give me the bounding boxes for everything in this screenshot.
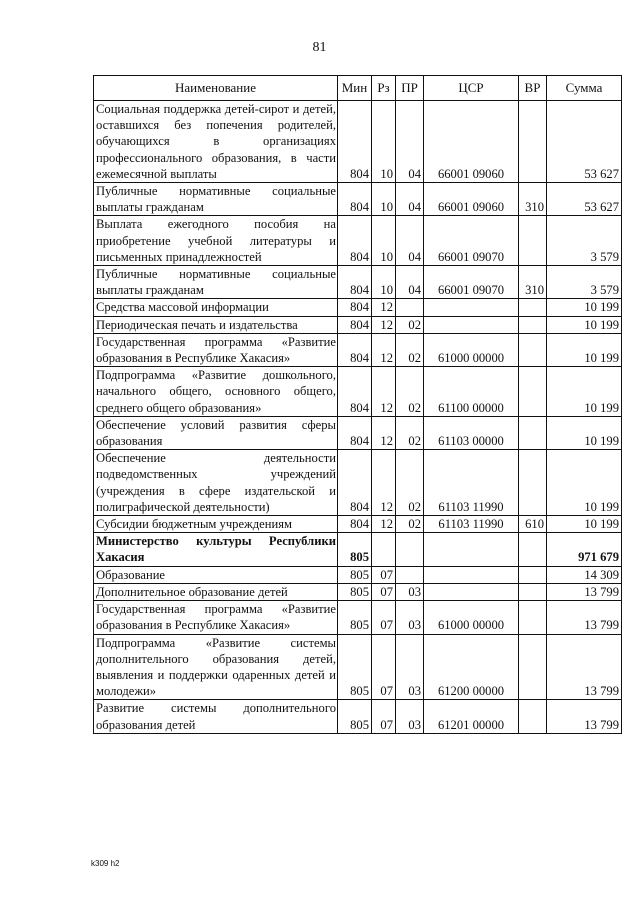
header-name: Наименование bbox=[94, 76, 338, 101]
cell-sum: 53 627 bbox=[547, 101, 622, 183]
cell-csr: 66001 09060 bbox=[424, 183, 519, 216]
cell-vr: 610 bbox=[519, 516, 547, 533]
budget-table bbox=[93, 75, 622, 734]
cell-csr bbox=[424, 316, 519, 333]
cell-csr bbox=[424, 583, 519, 600]
cell-pr: 04 bbox=[396, 266, 424, 299]
cell-min: 805 bbox=[338, 601, 372, 634]
cell-name: Государственная программа «Развитие образования в Республике Хакасия» bbox=[94, 601, 338, 634]
table-row bbox=[94, 183, 622, 216]
cell-vr bbox=[519, 450, 547, 516]
cell-csr: 66001 09070 bbox=[424, 216, 519, 266]
cell-csr bbox=[424, 299, 519, 316]
cell-min: 804 bbox=[338, 216, 372, 266]
cell-sum: 53 627 bbox=[547, 183, 622, 216]
cell-rz: 12 bbox=[372, 299, 396, 316]
cell-pr: 02 bbox=[396, 367, 424, 417]
table-row bbox=[94, 700, 622, 733]
cell-vr bbox=[519, 583, 547, 600]
cell-sum: 13 799 bbox=[547, 700, 622, 733]
cell-pr: 03 bbox=[396, 700, 424, 733]
cell-vr bbox=[519, 601, 547, 634]
cell-vr bbox=[519, 700, 547, 733]
cell-name: Государственная программа «Развитие образования в Республике Хакасия» bbox=[94, 333, 338, 366]
table-row bbox=[94, 634, 622, 700]
cell-min: 804 bbox=[338, 333, 372, 366]
cell-rz: 12 bbox=[372, 367, 396, 417]
cell-rz: 10 bbox=[372, 216, 396, 266]
cell-sum: 10 199 bbox=[547, 450, 622, 516]
cell-sum: 971 679 bbox=[547, 533, 622, 566]
cell-rz: 10 bbox=[372, 183, 396, 216]
table-row bbox=[94, 299, 622, 316]
cell-min: 805 bbox=[338, 583, 372, 600]
cell-vr bbox=[519, 299, 547, 316]
cell-name: Периодическая печать и издательства bbox=[94, 316, 338, 333]
cell-name: Образование bbox=[94, 566, 338, 583]
cell-rz: 12 bbox=[372, 450, 396, 516]
cell-vr bbox=[519, 101, 547, 183]
cell-pr: 03 bbox=[396, 601, 424, 634]
cell-rz: 12 bbox=[372, 416, 396, 449]
cell-name: Подпрограмма «Развитие системы дополнительного образования детей, выявления и поддержки одаренных детей и молодежи» bbox=[94, 634, 338, 700]
cell-min: 804 bbox=[338, 367, 372, 417]
cell-rz bbox=[372, 533, 396, 566]
cell-sum: 10 199 bbox=[547, 333, 622, 366]
cell-csr bbox=[424, 566, 519, 583]
table-row bbox=[94, 266, 622, 299]
cell-sum: 10 199 bbox=[547, 316, 622, 333]
table-row bbox=[94, 516, 622, 533]
cell-sum: 13 799 bbox=[547, 583, 622, 600]
cell-pr: 04 bbox=[396, 101, 424, 183]
table-row bbox=[94, 316, 622, 333]
cell-rz: 07 bbox=[372, 601, 396, 634]
cell-name: Субсидии бюджетным учреждениям bbox=[94, 516, 338, 533]
cell-name: Дополнительное образование детей bbox=[94, 583, 338, 600]
cell-rz: 12 bbox=[372, 516, 396, 533]
cell-csr: 61201 00000 bbox=[424, 700, 519, 733]
cell-name: Публичные нормативные социальные выплаты гражданам bbox=[94, 183, 338, 216]
cell-csr: 66001 09060 bbox=[424, 101, 519, 183]
cell-csr: 66001 09070 bbox=[424, 266, 519, 299]
cell-csr: 61103 11990 bbox=[424, 516, 519, 533]
header-rz: Рз bbox=[372, 76, 396, 101]
cell-pr: 02 bbox=[396, 516, 424, 533]
cell-csr: 61200 00000 bbox=[424, 634, 519, 700]
cell-rz: 07 bbox=[372, 566, 396, 583]
cell-name: Публичные нормативные социальные выплаты гражданам bbox=[94, 266, 338, 299]
cell-min: 804 bbox=[338, 416, 372, 449]
cell-sum: 10 199 bbox=[547, 516, 622, 533]
cell-vr bbox=[519, 533, 547, 566]
cell-sum: 14 309 bbox=[547, 566, 622, 583]
cell-rz: 10 bbox=[372, 101, 396, 183]
cell-pr: 02 bbox=[396, 333, 424, 366]
cell-sum: 13 799 bbox=[547, 601, 622, 634]
cell-csr: 61103 11990 bbox=[424, 450, 519, 516]
cell-name: Подпрограмма «Развитие дошкольного, начального общего, основного общего, среднего общего образования» bbox=[94, 367, 338, 417]
cell-vr: 310 bbox=[519, 266, 547, 299]
cell-min: 804 bbox=[338, 316, 372, 333]
cell-name: Обеспечение деятельности подведомственных учреждений (учреждения в сфере издательской и полиграфической деятельности) bbox=[94, 450, 338, 516]
cell-sum: 10 199 bbox=[547, 367, 622, 417]
header-vr: ВР bbox=[519, 76, 547, 101]
table-row bbox=[94, 416, 622, 449]
cell-rz: 07 bbox=[372, 583, 396, 600]
table-row bbox=[94, 533, 622, 566]
cell-pr: 02 bbox=[396, 450, 424, 516]
table-row bbox=[94, 450, 622, 516]
cell-min: 805 bbox=[338, 700, 372, 733]
table-row bbox=[94, 367, 622, 417]
table-header-row bbox=[94, 76, 622, 101]
cell-name: Выплата ежегодного пособия на приобретение учебной литературы и письменных принадлежностей bbox=[94, 216, 338, 266]
cell-csr: 61103 00000 bbox=[424, 416, 519, 449]
table-row bbox=[94, 566, 622, 583]
table-row bbox=[94, 216, 622, 266]
cell-min: 804 bbox=[338, 101, 372, 183]
cell-csr bbox=[424, 533, 519, 566]
cell-csr: 61000 00000 bbox=[424, 333, 519, 366]
cell-name: Министерство культуры Республики Хакасия bbox=[94, 533, 338, 566]
cell-pr bbox=[396, 533, 424, 566]
table-row bbox=[94, 583, 622, 600]
header-min: Мин bbox=[338, 76, 372, 101]
cell-name: Обеспечение условий развития сферы образования bbox=[94, 416, 338, 449]
cell-min: 804 bbox=[338, 299, 372, 316]
footer-code: k309 h2 bbox=[91, 859, 120, 868]
header-pr: ПР bbox=[396, 76, 424, 101]
table-row bbox=[94, 333, 622, 366]
cell-rz: 07 bbox=[372, 634, 396, 700]
cell-pr: 02 bbox=[396, 416, 424, 449]
table-row bbox=[94, 101, 622, 183]
cell-pr bbox=[396, 566, 424, 583]
cell-pr: 04 bbox=[396, 216, 424, 266]
cell-min: 804 bbox=[338, 266, 372, 299]
cell-sum: 10 199 bbox=[547, 416, 622, 449]
header-csr: ЦСР bbox=[424, 76, 519, 101]
cell-vr bbox=[519, 634, 547, 700]
cell-sum: 10 199 bbox=[547, 299, 622, 316]
cell-vr bbox=[519, 333, 547, 366]
cell-pr: 02 bbox=[396, 316, 424, 333]
cell-vr: 310 bbox=[519, 183, 547, 216]
cell-name: Развитие системы дополнительного образования детей bbox=[94, 700, 338, 733]
page-number: 81 bbox=[312, 40, 327, 55]
header-sum: Сумма bbox=[547, 76, 622, 101]
cell-vr bbox=[519, 566, 547, 583]
cell-sum: 3 579 bbox=[547, 266, 622, 299]
cell-min: 804 bbox=[338, 516, 372, 533]
cell-pr bbox=[396, 299, 424, 316]
cell-vr bbox=[519, 216, 547, 266]
cell-pr: 03 bbox=[396, 634, 424, 700]
cell-sum: 3 579 bbox=[547, 216, 622, 266]
cell-name: Социальная поддержка детей-сирот и детей, оставшихся без попечения родителей, обучающихся в организациях профессионального образования, в части ежемесячной выплаты bbox=[94, 101, 338, 183]
table-body bbox=[94, 101, 622, 734]
cell-csr: 61100 00000 bbox=[424, 367, 519, 417]
cell-min: 805 bbox=[338, 634, 372, 700]
cell-rz: 10 bbox=[372, 266, 396, 299]
cell-rz: 07 bbox=[372, 700, 396, 733]
cell-rz: 12 bbox=[372, 316, 396, 333]
cell-min: 805 bbox=[338, 533, 372, 566]
cell-pr: 03 bbox=[396, 583, 424, 600]
table-row bbox=[94, 601, 622, 634]
cell-min: 804 bbox=[338, 183, 372, 216]
cell-sum: 13 799 bbox=[547, 634, 622, 700]
cell-pr: 04 bbox=[396, 183, 424, 216]
cell-name: Средства массовой информации bbox=[94, 299, 338, 316]
cell-csr: 61000 00000 bbox=[424, 601, 519, 634]
cell-vr bbox=[519, 367, 547, 417]
cell-rz: 12 bbox=[372, 333, 396, 366]
cell-min: 805 bbox=[338, 566, 372, 583]
cell-vr bbox=[519, 316, 547, 333]
cell-vr bbox=[519, 416, 547, 449]
cell-min: 804 bbox=[338, 450, 372, 516]
